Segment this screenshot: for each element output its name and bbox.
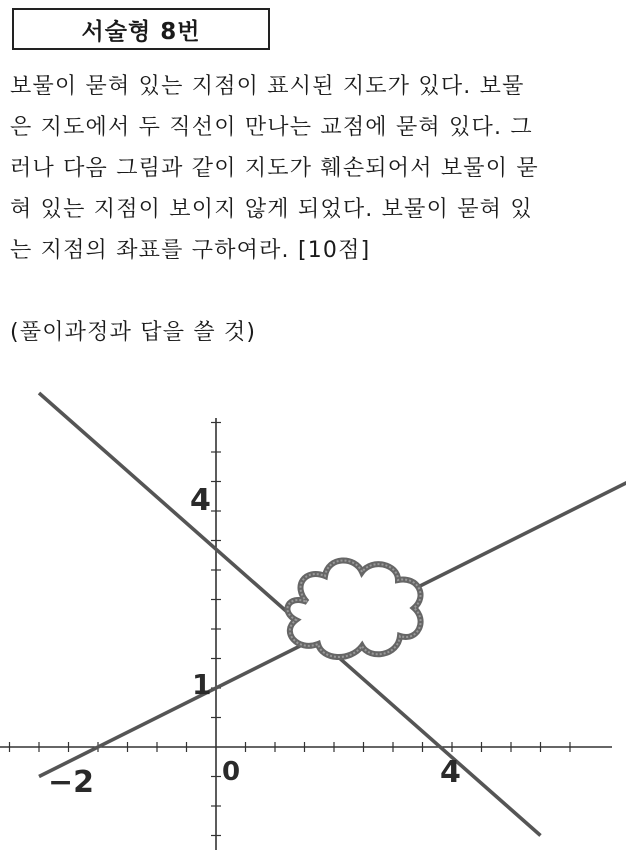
problem-title	[12, 8, 270, 50]
y-tick-label-4: 4	[190, 483, 211, 518]
problem-line: 는 지점의 좌표를 구하여라. [10점]	[10, 238, 371, 263]
origin-label: 0	[222, 757, 241, 787]
x-tick-label-4: 4	[440, 755, 461, 790]
coordinate-graph	[0, 380, 626, 861]
problem-line: 보물이 묻혀 있는 지점이 표시된 지도가 있다. 보물	[10, 74, 525, 99]
x-tick-label-neg2: −2	[48, 765, 95, 800]
cloud-damage-icon	[287, 560, 420, 657]
problem-line: 러나 다음 그림과 같이 지도가 훼손되어서 보물이 묻	[10, 156, 539, 181]
y-tick-label-1: 1	[192, 668, 212, 701]
problem-title-text: 서술형 8번	[81, 18, 201, 45]
problem-line: 혀 있는 지점이 보이지 않게 되었다. 보물이 묻혀 있	[10, 197, 533, 222]
instruction-note-text: (풀이과정과 답을 쓸 것)	[10, 320, 257, 345]
instruction-note	[10, 315, 256, 346]
problem-text	[10, 66, 620, 271]
problem-line: 은 지도에서 두 직선이 만나는 교점에 묻혀 있다. 그	[10, 115, 533, 140]
graph-svg	[0, 380, 626, 861]
